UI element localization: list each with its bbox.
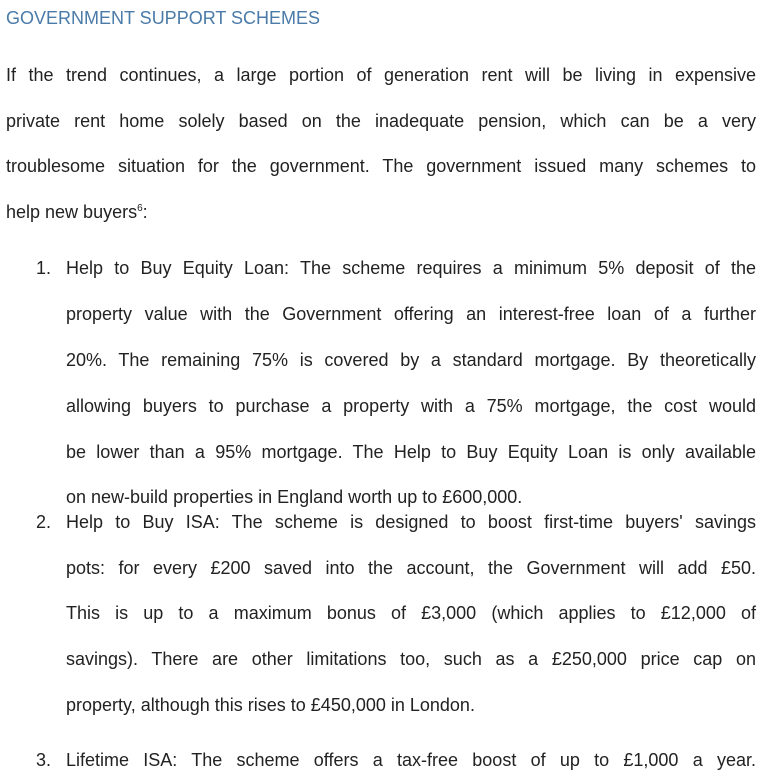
footnote-reference[interactable]: 6 bbox=[137, 203, 143, 214]
paragraph-line: private rent home solely based on the inadequate pension, which can be a very bbox=[6, 111, 756, 131]
list-line: pots: for every £200 saved into the account, the Government will add £50. bbox=[66, 558, 756, 578]
list-line: be lower than a 95% mortgage. The Help to Buy Equity Loan is only available bbox=[66, 442, 756, 462]
paragraph-text: help new buyers bbox=[6, 202, 138, 222]
list-number: 2. bbox=[36, 512, 52, 532]
list-line: Help to Buy Equity Loan: The scheme requires a minimum 5% deposit of the bbox=[66, 258, 756, 278]
list-line: Lifetime ISA: The scheme offers a tax-free boost of up to £1,000 a year. bbox=[66, 750, 756, 770]
list-line: This is up to a maximum bonus of £3,000 (which applies to £12,000 of bbox=[66, 603, 756, 623]
list-line: property value with the Government offering an interest-free loan of a further bbox=[66, 304, 756, 324]
list-line: allowing buyers to purchase a property with a 75% mortgage, the cost would bbox=[66, 396, 756, 416]
list-number: 3. bbox=[36, 750, 52, 770]
paragraph-line: troublesome situation for the government. The government issued many schemes to bbox=[6, 156, 756, 176]
list-line: on new-build properties in England worth up to £600,000. bbox=[66, 487, 523, 507]
section-heading: GOVERNMENT SUPPORT SCHEMES bbox=[6, 8, 321, 28]
list-line: savings). There are other limitations too, such as a £250,000 price cap on bbox=[66, 649, 756, 669]
list-number: 1. bbox=[36, 258, 52, 278]
list-line: 20%. The remaining 75% is covered by a standard mortgage. By theoretically bbox=[66, 350, 756, 370]
paragraph-text: : bbox=[142, 202, 148, 222]
paragraph-line bbox=[6, 201, 756, 223]
list-line: Help to Buy ISA: The scheme is designed to boost first-time buyers' savings bbox=[66, 512, 756, 532]
paragraph-line: If the trend continues, a large portion of generation rent will be living in expensive bbox=[6, 65, 756, 85]
list-line: property, although this rises to £450,000 in London. bbox=[66, 695, 475, 715]
